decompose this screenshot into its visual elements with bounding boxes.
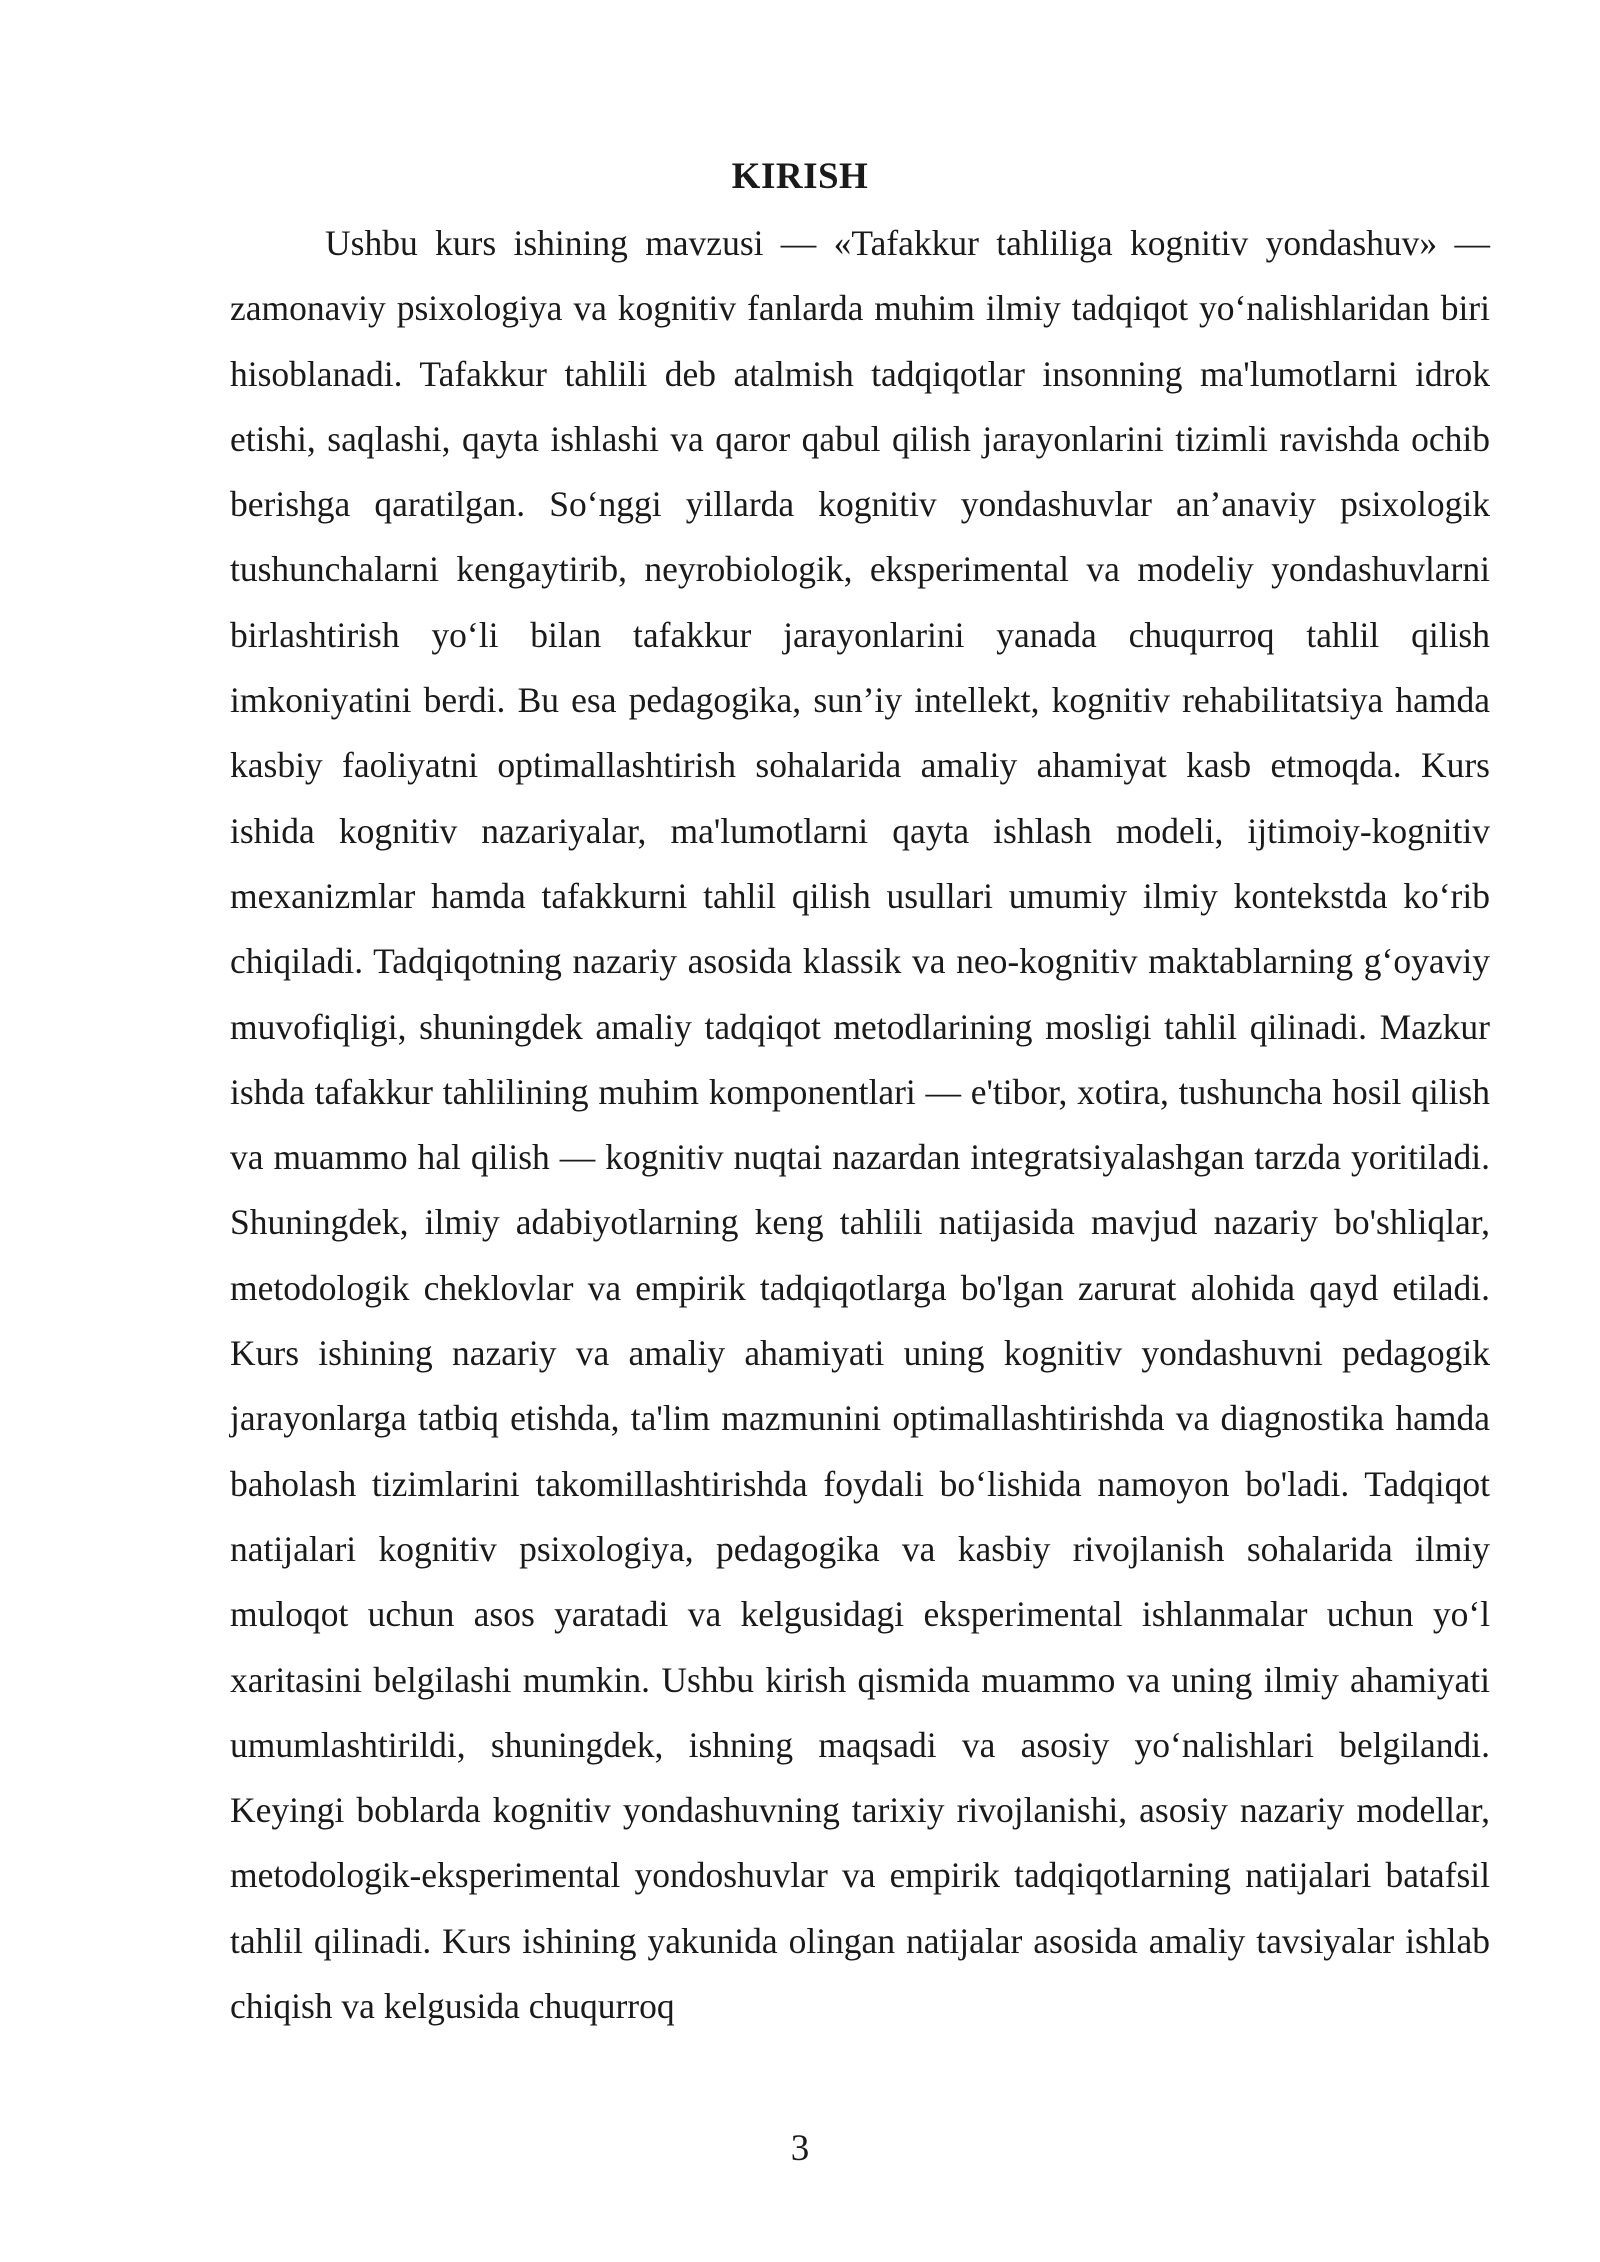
section-heading: KIRISH: [731, 156, 869, 197]
page-number: 3: [790, 2128, 810, 2169]
body-paragraph: Ushbu kurs ishining mavzusi — «Tafakkur tahliliga kognitiv yondashuv» — zamonaviy psixologiya va kognitiv fanlarda muhim ilmiy tadqiqot yoʻnalishlaridan biri hisoblanadi. Tafakkur tahlili deb atalmish tadqiqotlar insonning ma'lumotlarni idrok etishi, saqlashi, qayta ishlashi va qaror qabul qilish jarayonlarini tizimli ravishda ochib berishga qaratilgan. Soʻnggi yillarda kognitiv yondashuvlar an’anaviy psixologik tushunchalarni kengaytirib, neyrobiologik, eksperimental va modeliy yondashuvlarni birlashtirish yoʻli bilan tafakkur jarayonlarini yanada chuqurroq tahlil qilish imkoniyatini berdi. Bu esa pedagogika, sun’iy intellekt, kognitiv rehabilitatsiya hamda kasbiy faoliyatni optimallashtirish sohalarida amaliy ahamiyat kasb etmoqda. Kurs ishida kognitiv nazariyalar, ma'lumotlarni qayta ishlash modeli, ijtimoiy-kognitiv mexanizmlar hamda tafakkurni tahlil qilish usullari umumiy ilmiy kontekstda koʻrib chiqiladi. Tadqiqotning nazariy asosida klassik va neo-kognitiv maktablarning gʻoyaviy muvofiqligi, shuningdek amaliy tadqiqot metodlarining mosligi tahlil qilinadi. Mazkur ishda tafakkur tahlilining muhim komponentlari — e'tibor, xotira, tushuncha hosil qilish va muammo hal qilish — kognitiv nuqtai nazardan integratsiyalashgan tarzda yoritiladi. Shuningdek, ilmiy adabiyotlarning keng tahlili natijasida mavjud nazariy bo'shliqlar, metodologik cheklovlar va empirik tadqiqotlarga bo'lgan zarurat alohida qayd etiladi. Kurs ishining nazariy va amaliy ahamiyati uning kognitiv yondashuvni pedagogik jarayonlarga tatbiq etishda, ta'lim mazmunini optimallashtirishda va diagnostika hamda baholash tizimlarini takomillashtirishda foydali boʻlishida namoyon bo'ladi. Tadqiqot natijalari kognitiv psixologiya, pedagogika va kasbiy rivojlanish sohalarida ilmiy muloqot uchun asos yaratadi va kelgusidagi eksperimental ishlanmalar uchun yoʻl xaritasini belgilashi mumkin. Ushbu kirish qismida muammo va uning ilmiy ahamiyati umumlashtirildi, shuningdek, ishning maqsadi va asosiy yoʻnalishlari belgilandi. Keyingi boblarda kognitiv yondashuvning tarixiy rivojlanishi, asosiy nazariy modellar, metodologik-eksperimental yondoshuvlar va empirik tadqiqotlarning natijalari batafsil tahlil qilinadi. Kurs ishining yakunida olingan natijalar asosida amaliy tavsiyalar ishlab chiqish va kelgusida chuqurroq: [230, 223, 1490, 2027]
